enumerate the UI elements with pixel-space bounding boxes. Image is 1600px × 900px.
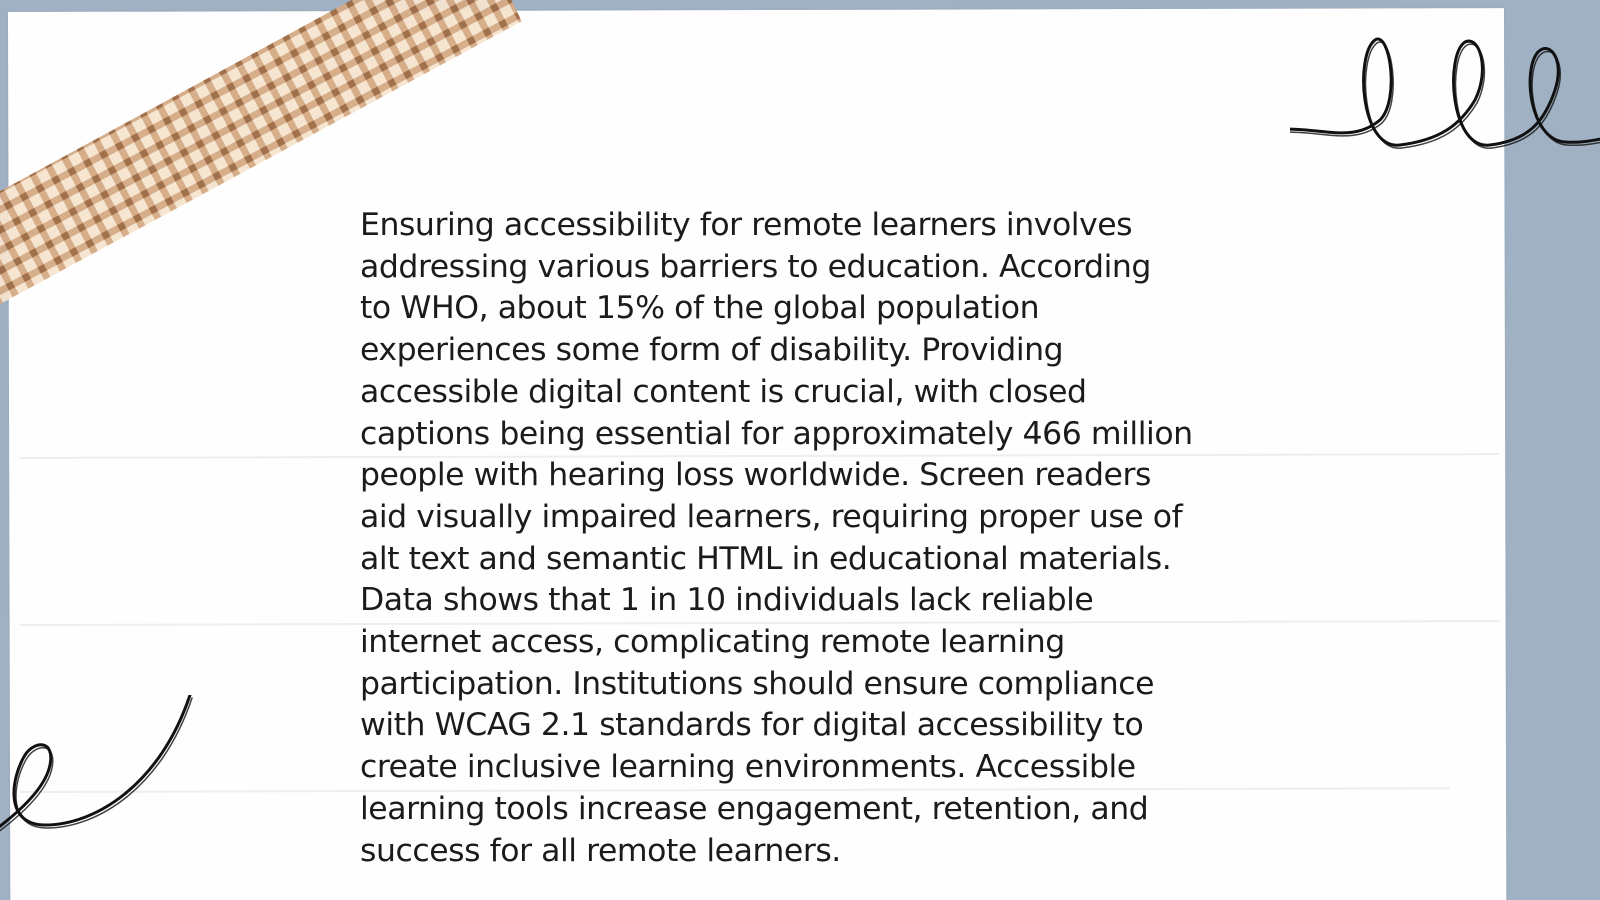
loop-doodle-bottom-left (0, 695, 200, 855)
loop-doodle-top-right (1290, 30, 1600, 165)
body-paragraph: Ensuring accessibility for remote learners involves addressing various barriers to education. According to WHO, about 15% of the global population experiences some form of disability. Providing accessible digital content is crucial, with closed captions being essential for approximately 466 million people with hearing loss worldwide. Screen readers aid visually impaired learners, requiring proper use of alt text and semantic HTML in educational materials. Data shows that 1 in 10 individuals lack reliable internet access, complicating remote learning participation. Institutions should ensure compliance with WCAG 2.1 standards for digital accessibility to create inclusive learning environments. Accessible learning tools increase engagement, retention, and success for all remote learners. (360, 207, 1193, 869)
